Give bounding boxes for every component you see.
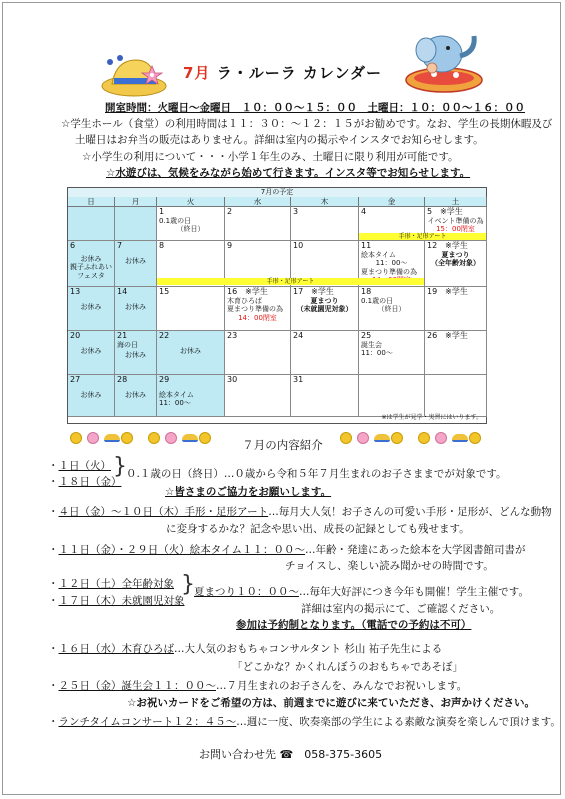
calendar-cell-text: お休み	[180, 346, 201, 355]
calendar-cell-text: 11	[361, 241, 372, 250]
calendar-cell-text: 25	[361, 331, 372, 340]
calendar-cell-text: お休み	[80, 346, 102, 355]
calendar-cell-text: 海の日	[117, 340, 138, 349]
contents-title: ７月の内容紹介	[242, 438, 323, 452]
calendar-cell-text: お休み	[80, 302, 102, 311]
calendar-cell-text: 26 ※学生	[427, 331, 468, 340]
item-1-text: ０.１歳の日（終日）…０歳から令和５年７月生まれのお子さままでが対象です。	[126, 468, 507, 480]
calendar-day-cell	[68, 331, 115, 375]
calendar	[67, 187, 487, 424]
opening-hours: 開室時間：火曜日～金曜日 １０：００～１５：００ 土曜日：１０：００～１６：００	[105, 102, 525, 114]
calendar-cell-text: お休み	[125, 302, 146, 311]
item-4-brace: }	[181, 572, 195, 597]
calendar-cell-text: 1	[159, 207, 165, 216]
item-5-line-1: ・１６日（水）木育ひろば…大人気のおもちゃコンサルタント 杉山 祐子先生による	[48, 643, 443, 655]
title-month: 7月	[183, 64, 211, 82]
calendar-cell-text: 6	[70, 241, 76, 250]
calendar-day-cell	[68, 375, 115, 417]
calendar-cell-text: 24	[293, 331, 304, 340]
calendar-cell-text: 夏まつり	[441, 250, 470, 259]
calendar-day-cell	[225, 375, 291, 417]
calendar-cell-text: 14	[117, 287, 128, 296]
weekday-header: 木	[291, 197, 359, 207]
calendar-cell-text: 31	[293, 375, 304, 384]
item-4-date-b: ・１７日（木）未就園児対象	[48, 595, 185, 607]
calendar-day-cell	[225, 207, 291, 241]
calendar-day-cell	[291, 207, 359, 241]
weekday-header: 火	[157, 197, 225, 207]
calendar-cell-text: 夏まつり	[310, 296, 339, 305]
calendar-cell-text: お休み	[80, 390, 102, 399]
calendar-cell-text: 3	[293, 207, 299, 216]
calendar-cell-text: 22	[159, 331, 170, 340]
calendar-day-cell	[115, 375, 157, 417]
calendar-day-cell	[359, 287, 425, 331]
notice-lunch-1: ☆学生ホール（食堂）の利用時間は１１：３０：～１２：１５がお勧めです。なお、学生の長期休暇及び	[61, 118, 553, 130]
calendar-cell-text: 4	[361, 207, 367, 216]
calendar-cell-text: 18	[361, 287, 372, 296]
calendar-cell-text: 7	[117, 241, 123, 250]
item-1-brace: }	[113, 454, 127, 479]
calendar-cell-text: 11：00～	[361, 349, 393, 357]
item-3-line-2: チョイスし、楽しい読み聞かせの時間です。	[285, 560, 494, 572]
calendar-cell-text: お休み	[80, 254, 102, 263]
notice-water-play: ☆水遊びは、気候をみながら始めて行きます。インスタ等でお知らせします。	[106, 167, 471, 179]
item-1-date-b: ・１８日（金）	[48, 476, 122, 488]
calendar-cell-text: 20	[70, 331, 81, 340]
calendar-cell-text: 木育ひろば	[227, 296, 262, 305]
item-5-line-2: 「どこかな？かくれんぼうのおもちゃであそぼ」	[232, 661, 463, 673]
calendar-cell-text: お休み	[125, 256, 146, 265]
calendar-day-cell	[115, 241, 157, 287]
calendar-cell-text: 12 ※学生	[427, 241, 468, 250]
calendar-day-cell	[68, 241, 115, 287]
item-7-line: ・ランチタイムコンサート１２：４５～…週に一度、吹奏楽部の学生による素敵な演奏を楽しんで頂けます。	[48, 716, 561, 728]
calendar-cell-text: 19 ※学生	[427, 287, 468, 296]
title-text: ラ・ルーラ カレンダー	[210, 64, 382, 82]
calendar-day-cell	[68, 287, 115, 331]
calendar-day-cell	[225, 331, 291, 375]
calendar-cell-text: （終日）	[377, 305, 406, 313]
item-2-line-2: に変身するかな？記念や思い出、成長の記録としても残せます。	[166, 523, 470, 535]
notice-elementary: ☆小学生の利用について・・・小学１年生のみ、土曜日に限り利用が可能です。	[82, 151, 459, 163]
calendar-day-cell	[359, 331, 425, 375]
calendar-cell-text: 17 ※学生	[293, 287, 334, 296]
calendar-cell-text: 誕生会	[361, 340, 382, 349]
calendar-cell-text: イベント準備の為	[427, 216, 484, 225]
item-4-text: 夏まつり１０：００～…毎年大好評につき今年も開催！学生主催です。	[194, 586, 529, 598]
calendar-cell-text: 14：00閉室	[238, 313, 277, 322]
calendar-cell-text: 16 ※学生	[227, 287, 268, 296]
calendar-day-cell	[425, 375, 487, 417]
calendar-day-cell	[225, 287, 291, 331]
calendar-cell-text: 29	[159, 375, 170, 384]
calendar-cell-text: 絵本タイム	[159, 390, 194, 399]
item-2-line-1: ・４日（金）～１０日（木）手形・足形アート…毎月大人気！お子さんの可愛い手形・足形が、どんな動物	[48, 506, 552, 518]
calendar-cell-text: 27	[70, 375, 81, 384]
calendar-day-cell	[157, 331, 225, 375]
calendar-title: 7月の予定	[68, 188, 486, 198]
calendar-day-cell	[68, 207, 115, 241]
event-band-handprint-1: 手形・足形アート	[359, 233, 486, 240]
item-6-line-1: ・２５日（金）誕生会１１：００～…７月生まれのお子さんを、みんなでお祝いします。	[48, 680, 468, 692]
calendar-day-cell	[425, 241, 487, 287]
calendar-day-cell	[359, 375, 425, 417]
calendar-cell-text: 15	[159, 287, 170, 296]
calendar-cell-text: 11：00～	[159, 399, 191, 407]
item-3-line-1: ・１１日（金）・２９日（火）絵本タイム１１：００～…年齢・発達にあった絵本を大学図書館司書が	[48, 544, 526, 556]
calendar-day-cell	[115, 331, 157, 375]
calendar-cell-text: 11：00～	[375, 259, 408, 267]
calendar-cell-text: 23	[227, 331, 238, 340]
calendar-cell-text: 9	[227, 241, 233, 250]
item-1-note: ☆皆さまのご協力をお願いします。	[165, 486, 332, 498]
calendar-cell-text: 夏まつり準備の為	[361, 267, 417, 276]
calendar-cell-text: （終日）	[176, 225, 205, 233]
calendar-day-cell	[425, 287, 487, 331]
calendar-cell-text: 13	[70, 287, 81, 296]
event-band-handprint-2: 手形・足形アート	[157, 278, 424, 285]
calendar-cell-text: 0.1歳の日	[159, 216, 192, 225]
item-4-text-2: 詳細は室内の掲示にて、ご確認ください。	[301, 603, 501, 615]
item-4-date-a: ・１２日（土）全年齢対象	[48, 578, 174, 590]
calendar-cell-text: （全年齢対象）	[431, 259, 480, 267]
calendar-cell-text: お休み	[125, 351, 146, 359]
calendar-cell-text: フェスタ	[77, 271, 105, 280]
calendar-cell-text: 30	[227, 375, 238, 384]
weekday-header: 土	[425, 197, 487, 207]
weekday-header: 月	[115, 197, 157, 207]
calendar-cell-text: 8	[159, 241, 165, 250]
calendar-cell-text: 10	[293, 241, 304, 250]
page-title	[0, 62, 565, 83]
calendar-cell-text: 28	[117, 375, 128, 384]
notice-lunch-2: 土曜日はお弁当の販売はありません。詳細は室内の掲示やインスタでお知らせします。	[75, 134, 484, 146]
calendar-day-cell	[291, 331, 359, 375]
weekday-header: 水	[225, 197, 291, 207]
calendar-day-cell	[115, 207, 157, 241]
calendar-cell-text: 21	[117, 331, 128, 340]
calendar-day-cell	[157, 375, 225, 417]
contact-info: お問い合わせ先 ☎ 058-375-3605	[199, 748, 383, 761]
calendar-cell-text: 2	[227, 207, 233, 216]
calendar-cell-text: 0.1歳の日	[361, 296, 394, 305]
calendar-day-cell	[157, 287, 225, 331]
weekday-header: 金	[359, 197, 425, 207]
calendar-cell-text: 絵本タイム	[361, 250, 396, 259]
calendar-cell-text: 15：00閉室	[436, 225, 475, 233]
calendar-day-cell	[291, 287, 359, 331]
calendar-day-cell	[115, 287, 157, 331]
item-6-note: ☆お祝いカードをご希望の方は、前週までに遊びに来ていただき、お声かけください。	[127, 697, 535, 709]
calendar-day-cell	[291, 375, 359, 417]
item-1-date-a: ・１日（火）	[48, 460, 111, 472]
calendar-cell-text: 夏まつり準備の為	[227, 305, 283, 313]
calendar-day-cell	[157, 207, 225, 241]
weekday-header: 日	[68, 197, 115, 207]
item-4-note: 参加は予約制となります。（電話での予約は不可）	[236, 619, 472, 631]
calendar-note: ※は学生が見学・実習にはいります。	[381, 414, 482, 421]
calendar-cell-text: お休み	[125, 390, 146, 399]
calendar-cell-text: 5 ※学生	[427, 207, 463, 216]
calendar-day-cell	[425, 331, 487, 375]
calendar-cell-text: 親子ふれあい	[70, 263, 112, 271]
calendar-cell-text: （未就園児対象）	[296, 305, 353, 313]
